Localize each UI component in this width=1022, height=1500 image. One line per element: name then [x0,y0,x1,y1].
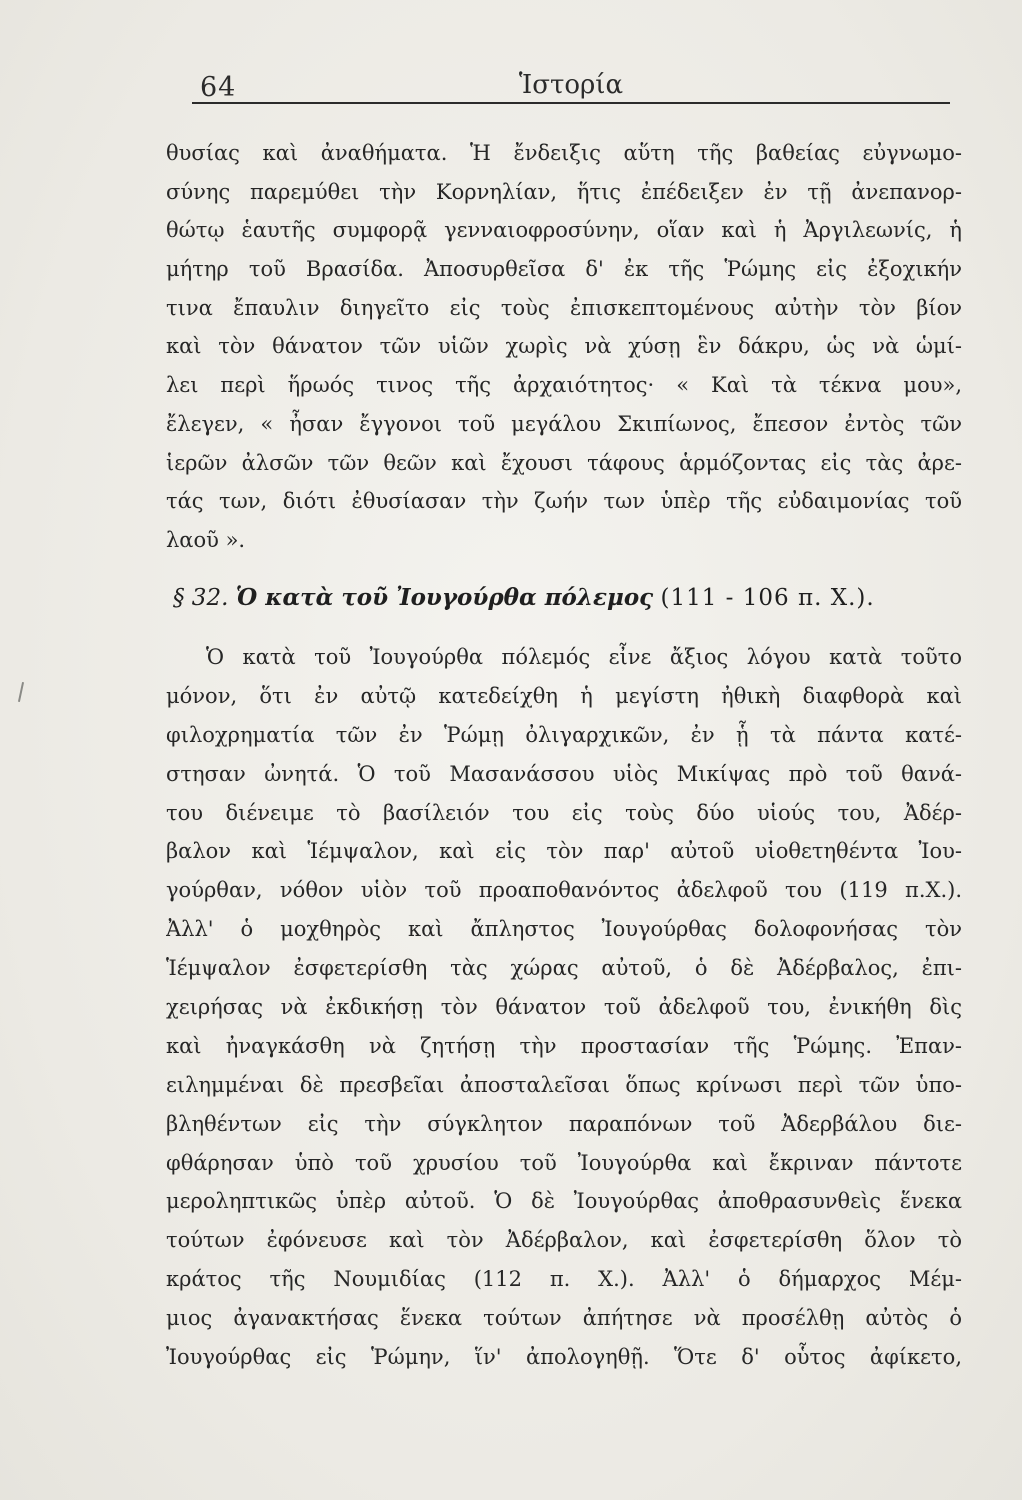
text-line: φιλοχρηματία τῶν ἐν Ῥώμῃ ὀλιγαρχικῶν, ἐν ᾗ τὰ πάντα κατέ- [166,722,962,747]
text-line: Ὁ κατὰ τοῦ Ἰουγούρθα πόλεμός εἶνε ἄξιος λόγου κατὰ τοῦτο [206,645,962,669]
page-number: 64 [200,72,237,103]
running-title: Ἱστορία [518,70,624,100]
text-line: τούτων ἐφόνευσε καὶ τὸν Ἀδέρβαλον, καὶ ἐσφετερίσθη ὅλον τὸ [166,1228,962,1253]
text-line: λει περὶ ἥρωός τινος τῆς ἀρχαιότητος· « Καὶ τὰ τέκνα μου», [166,373,962,398]
margin-mark [18,682,24,702]
text-line: καὶ τὸν θάνατον τῶν υἱῶν χωρὶς νὰ χύσῃ ἓν δάκρυ, ὡς νὰ ὡμί- [166,334,962,359]
text-line: Ἱέμψαλον ἐσφετερίσθη τὰς χώρας αὐτοῦ, ὁ δὲ Ἀδέρβαλος, ἐπι- [166,956,962,981]
text-line: θώτῳ ἑαυτῆς συμφορᾷ γενναιοφροσύνην, οἵαν καὶ ἡ Ἀργιλεωνίς, ἡ [166,218,962,243]
text-line: ἔλεγεν, « ἦσαν ἔγγονοι τοῦ μεγάλου Σκιπίωνος, ἔπεσον ἐντὸς τῶν [166,411,962,436]
section-dates: (111 - 106 π. Χ.). [660,585,875,611]
text-line: γούρθαν, νόθον υἱὸν τοῦ προαποθανόντος ἀδελφοῦ του (119 π.Χ.). [166,878,962,903]
text-line: καὶ ἠναγκάσθη νὰ ζητήσῃ τὴν προστασίαν τῆς Ῥώμης. Ἐπαν- [166,1033,962,1058]
text-line: μόνον, ὅτι ἐν αὐτῷ κατεδείχθη ἡ μεγίστη ἠθικὴ διαφθορὰ καὶ [166,683,962,708]
text-line: ειλημμέναι δὲ πρεσβεῖαι ἀποσταλεῖσαι ὅπως κρίνωσι περὶ τῶν ὑπο- [166,1072,962,1097]
text-line: βληθέντων εἰς τὴν σύγκλητον παραπόνων τοῦ Ἀδερβάλου διε- [166,1111,962,1136]
text-line: χειρήσας νὰ ἐκδικήσῃ τὸν θάνατον τοῦ ἀδελφοῦ του, ἐνικήθη δὶς [166,995,962,1020]
text-line: βαλον καὶ Ἱέμψαλον, καὶ εἰς τὸν παρ' αὐτοῦ υἱοθετηθέντα Ἰου- [166,839,962,864]
text-line: φθάρησαν ὑπὸ τοῦ χρυσίου τοῦ Ἰουγούρθα καὶ ἔκριναν πάντοτε [166,1150,962,1175]
text-line: θυσίας καὶ ἀναθήματα. Ἡ ἔνδειξις αὕτη τῆς βαθείας εὐγνωμο- [166,141,962,165]
text-line: του διένειμε τὸ βασίλειόν του εἰς τοὺς δύο υἱούς του, Ἀδέρ- [166,800,962,825]
text-line: σύνης παρεμύθει τὴν Κορνηλίαν, ἥτις ἐπέδειξεν ἐν τῇ ἀνεπανορ- [166,179,962,204]
text-line: κράτος τῆς Νουμιδίας (112 π. Χ.). Ἀλλ' ὁ δήμαρχος Μέμ- [166,1267,962,1292]
text-line: στησαν ὠνητά. Ὁ τοῦ Μασανάσσου υἱὸς Μικίψας πρὸ τοῦ θανά- [166,761,962,786]
text-line: ἱερῶν ἀλσῶν τῶν θεῶν καὶ ἔχουσι τάφους ἁρμόζοντας εἰς τὰς ἀρε- [166,450,962,475]
paragraph-continuation [166,134,962,560]
text-line: μεροληπτικῶς ὑπὲρ αὐτοῦ. Ὁ δὲ Ἰουγούρθας ἀποθρασυνθεὶς ἕνεκα [166,1189,962,1214]
section-number: § 32. [173,585,229,611]
section-title: Ὁ κατὰ τοῦ Ἰουγούρθα πόλεμος [235,584,654,611]
header-rule [192,102,950,104]
section-body [166,638,962,1377]
text-line: Ἰουγούρθας εἰς Ῥώμην, ἵν' ἀπολογηθῇ. Ὅτε δ' οὗτος ἀφίκετο, [166,1345,962,1370]
text-line: μιος ἀγανακτήσας ἕνεκα τούτων ἀπήτησε νὰ προσέλθῃ αὐτὸς ὁ [166,1306,962,1331]
text-line: τινα ἔπαυλιν διηγεῖτο εἰς τοὺς ἐπισκεπτομένους αὐτὴν τὸν βίον [166,295,962,320]
text-line: τάς των, διότι ἐθυσίασαν τὴν ζωήν των ὑπὲρ τῆς εὐδαιμονίας τοῦ [166,489,962,514]
text-line: Ἀλλ' ὁ μοχθηρὸς καὶ ἄπληστος Ἰουγούρθας δολοφονήσας τὸν [166,917,962,942]
section-heading [173,584,963,611]
text-line: λαοῦ ». [166,527,246,552]
text-line: μήτηρ τοῦ Βρασίδα. Ἀποσυρθεῖσα δ' ἐκ τῆς Ῥώμης εἰς ἐξοχικήν [166,257,962,282]
